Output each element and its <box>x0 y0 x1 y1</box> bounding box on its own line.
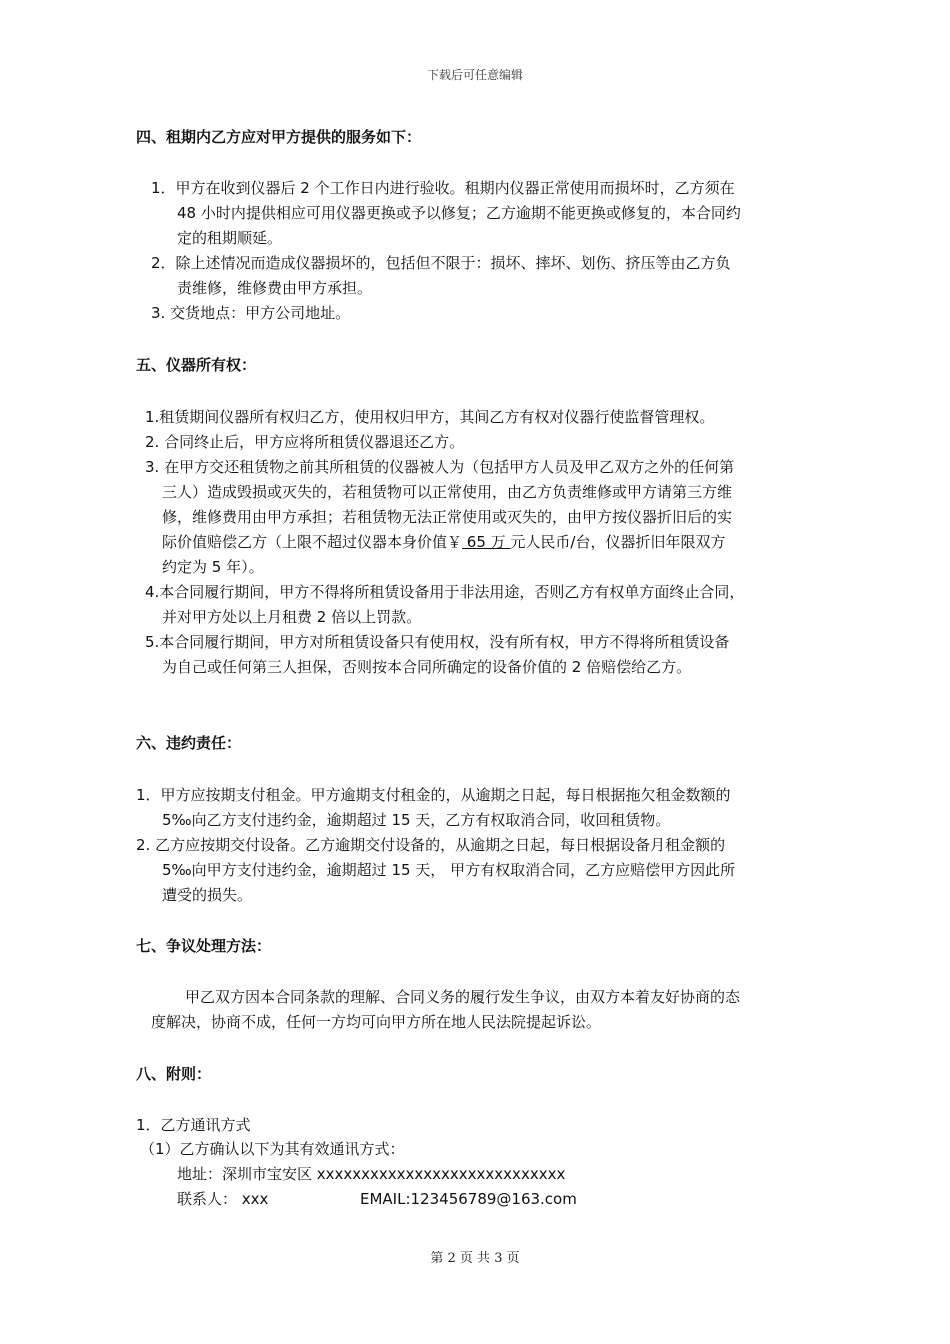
section-5-title: 五、仪器所有权： <box>136 356 257 374</box>
section-6-line-2: 5‰向乙方支付违约金，逾期超过 15 天，乙方有权取消合同，收回租赁物。 <box>162 811 671 829</box>
contact-person: 联系人： xxx <box>177 1190 269 1208</box>
section-4-line-4: 2．除上述情况而造成仪器损坏的，包括但不限于：损坏、摔坏、划伤、挤压等由乙方负 <box>151 254 731 272</box>
section-7-line-1: 甲乙双方因本合同条款的理解、合同义务的履行发生争议，由双方本着友好协商的态 <box>185 988 741 1006</box>
contact-email: EMAIL:123456789@163.com <box>360 1190 577 1208</box>
section-5-line-2: 2. 合同终止后，甲方应将所租赁仪器退还乙方。 <box>145 433 465 451</box>
device-value: 65 万 <box>462 533 511 551</box>
section-8-line-2: （1）乙方确认以下为其有效通讯方式： <box>140 1140 405 1158</box>
section-4-line-3: 定的租期顺延。 <box>177 229 283 247</box>
section-5-line-8: 4.本合同履行期间，甲方不得将所租赁设备用于非法用途，否则乙方有权单方面终止合同， <box>145 583 745 601</box>
section-6-title: 六、违约责任： <box>136 734 242 752</box>
section-5-line-5: 修，维修费用由甲方承担；若租赁物无法正常使用或灭失的，由甲方按仪器折旧后的实 <box>162 508 733 526</box>
section-5-line-4: 三人）造成毁损或灭失的，若租赁物可以正常使用，由乙方负责维修或甲方请第三方维 <box>162 483 733 501</box>
section-4-line-5: 责维修，维修费由甲方承担。 <box>177 279 373 297</box>
section-8-title: 八、附则： <box>136 1065 212 1083</box>
section-4-line-1: 1．甲方在收到仪器后 2 个工作日内进行验收。租期内仪器正常使用而损坏时，乙方须在 <box>151 179 735 197</box>
section-7-line-2: 度解决，协商不成，任何一方均可向甲方所在地人民法院提起诉讼。 <box>151 1013 602 1031</box>
section-7-title: 七、争议处理方法： <box>136 937 272 955</box>
section-5-line-6-pre: 际价值赔偿乙方（上限不超过仪器本身价值￥ <box>162 533 463 551</box>
section-6-line-1: 1．甲方应按期支付租金。甲方逾期支付租金的，从逾期之日起，每日根据拖欠租金数额的 <box>136 786 731 804</box>
section-5-line-11: 为自己或任何第三人担保，否则按本合同所确定的设备价值的 2 倍赔偿给乙方。 <box>162 658 692 676</box>
section-5-line-6 <box>162 532 725 552</box>
page-header: 下载后可任意编辑 <box>426 68 523 82</box>
section-5-line-1: 1.租赁期间仪器所有权归乙方，使用权归甲方，其间乙方有权对仪器行使监督管理权。 <box>145 408 715 426</box>
section-5-line-9: 并对甲方处以上月租费 2 倍以上罚款。 <box>162 608 422 626</box>
section-4-line-2: 48 小时内提供相应可用仪器更换或予以修复；乙方逾期不能更换或修复的，本合同约 <box>177 204 741 222</box>
section-5-line-10: 5.本合同履行期间，甲方对所租赁设备只有使用权，没有所有权，甲方不得将所租赁设备 <box>145 633 730 651</box>
section-6-line-5: 遭受的损失。 <box>162 886 253 904</box>
page-footer: 第 2 页 共 3 页 <box>430 1251 520 1266</box>
section-5-line-7: 约定为 5 年）。 <box>162 558 264 576</box>
contact-address: 地址：深圳市宝安区 xxxxxxxxxxxxxxxxxxxxxxxxxxxx <box>177 1165 566 1183</box>
section-5-line-3: 3. 在甲方交还租赁物之前其所租赁的仪器被人为（包括甲方人员及甲乙双方之外的任何第 <box>145 458 735 476</box>
section-8-line-1: 1．乙方通讯方式 <box>136 1116 251 1134</box>
section-5-line-6-post: 元人民币/台，仪器折旧年限双方 <box>510 533 726 551</box>
section-4-line-6: 3. 交货地点：甲方公司地址。 <box>151 304 351 322</box>
section-6-line-4: 5‰向甲方支付违约金，逾期超过 15 天， 甲方有权取消合同，乙方应赔偿甲方因此所 <box>162 861 736 879</box>
section-6-line-3: 2. 乙方应按期交付设备。乙方逾期交付设备的，从逾期之日起，每日根据设备月租金额的 <box>136 836 726 854</box>
section-4-title: 四、租期内乙方应对甲方提供的服务如下： <box>136 128 422 146</box>
